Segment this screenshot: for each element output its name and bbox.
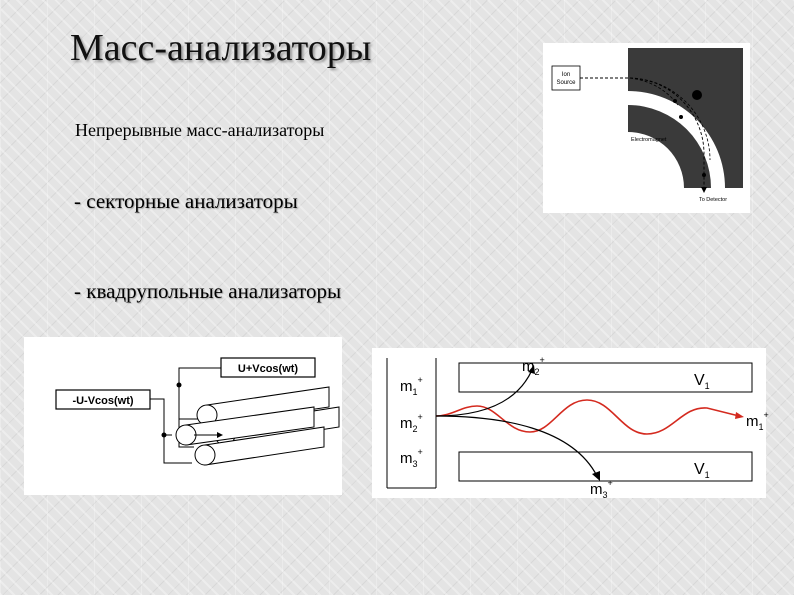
deflect-label-m2: $m_2^+$ [522,355,545,377]
negative-voltage-label: -U-Vcos(wt) [72,395,134,407]
quadrupole-rods-diagram [24,337,342,495]
ion-small-1 [673,99,677,103]
ion-label-m2: $m_2^+$ [400,412,423,434]
rod-bottom-label: $V_1$ [694,461,710,480]
subtitle: Непрерывные масс-анализаторы [75,120,325,140]
ion-label-m1: $m_1^+$ [400,375,423,397]
deflect-label-m3: $m_3^+$ [590,478,613,500]
resonant-trajectory [436,400,739,434]
rod-top-label: $V_1$ [694,372,710,391]
resonant-arrowhead [735,412,744,419]
detector-label: To Detector [698,197,728,203]
ion-source-label-1: Ion [561,72,571,78]
slide-title: Масс-анализаторы [70,27,372,69]
junction-negative [162,433,167,438]
exit-label-m1: $m_1^+$ [746,410,769,432]
positive-voltage-label: U+Vcos(wt) [237,363,299,375]
ion-small-3 [702,173,706,177]
ion-source-box [552,66,580,90]
ion-source-label-2: Source [556,80,576,86]
detector-arrowhead [701,187,707,193]
bullet-sector-analyzers: - секторные анализаторы [74,189,298,213]
ion-trajectory-diagram [372,348,769,500]
ion-small-2 [679,115,683,119]
bullet-quadrupole-analyzers: - квадрупольные анализаторы [74,279,342,303]
ion-large [692,90,702,100]
electromagnet-label: Electromagnet [631,137,667,143]
ion-label-m3: $m_3^+$ [400,447,423,469]
junction-positive [177,383,182,388]
sector-analyzer-diagram [543,43,750,213]
